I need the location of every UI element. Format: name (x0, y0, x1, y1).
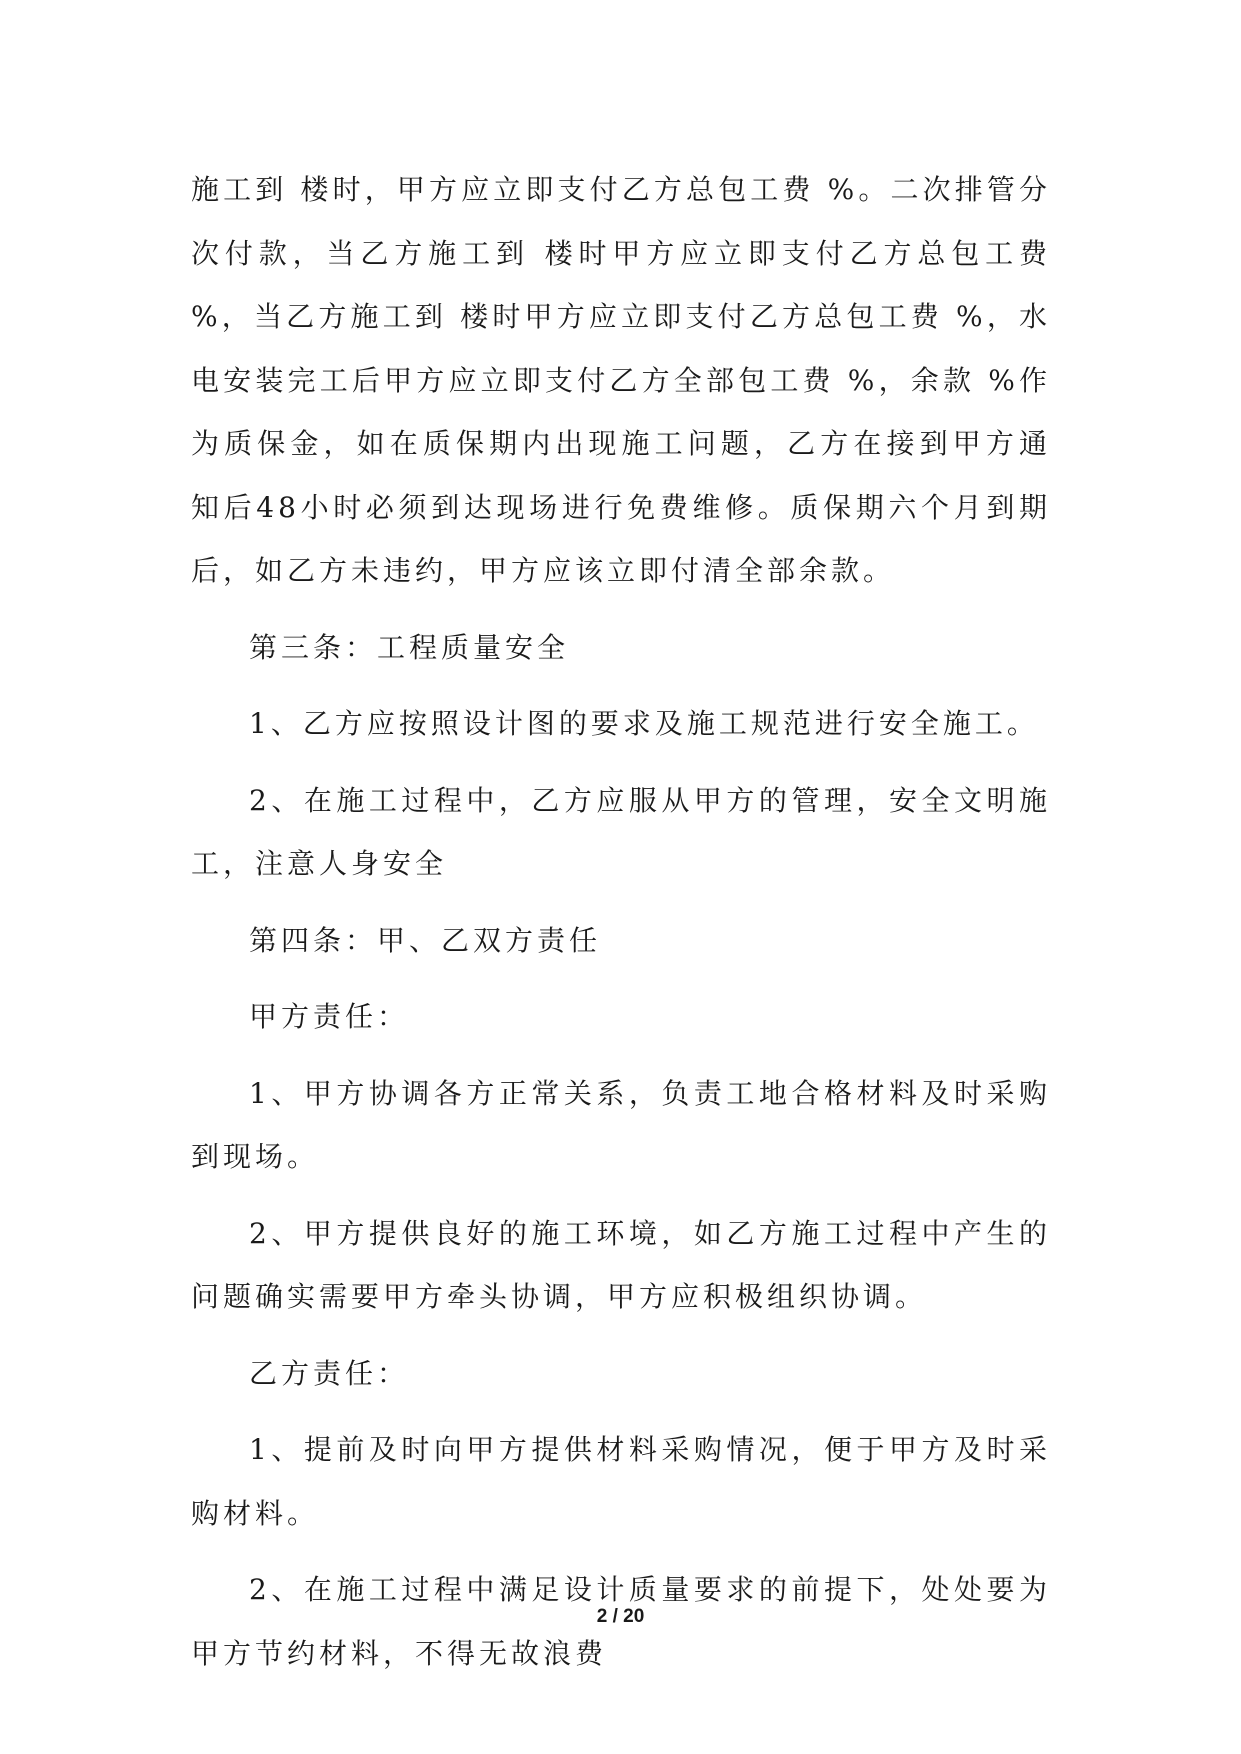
article-3-item-2: 2、在施工过程中，乙方应服从甲方的管理，安全文明施工，注意人身安全 (191, 783, 1051, 880)
party-b-item-1: 1、提前及时向甲方提供材料采购情况，便于甲方及时采购材料。 (191, 1433, 1051, 1530)
party-a-item-2: 2、甲方提供良好的施工环境，如乙方施工过程中产生的问题确实需要甲方牵头协调，甲方应积极组织协调。 (191, 1216, 1051, 1313)
paragraph-payment-continued: 施工到 楼时，甲方应立即支付乙方总包工费 %。二次排管分 次付款，当乙方施工到 楼时甲方应立即支付乙方总包工费 %，当乙方施工到 楼时甲方应立即支付乙方总包工费 %，水电安装完工后甲方应立即支付乙方全部包工费 %，余款 %作为质保金，如在质保期内出现施工问题，乙方在接到甲方通知后48小时必须到达现场进行免费维修。质保期六个月到期后，如乙方未违约，甲方应该立即付清全部余款。 (191, 173, 1064, 587)
party-a-item-1: 1、甲方协调各方正常关系，负责工地合格材料及时采购到现场。 (191, 1076, 1051, 1173)
article-3-item-1: 1、乙方应按照设计图的要求及施工规范进行安全施工。 (249, 707, 1039, 740)
article-3-heading: 第三条：工程质量安全 (249, 630, 570, 664)
party-b-heading: 乙方责任： (249, 1356, 410, 1390)
party-b-item-2: 2、在施工过程中满足设计质量要求的前提下，处处要为甲方节约材料，不得无故浪费 (191, 1573, 1051, 1670)
article-4-heading: 第四条：甲、乙双方责任 (249, 923, 602, 957)
page-number: 2 / 20 (596, 1606, 645, 1627)
party-a-heading: 甲方责任： (249, 1000, 410, 1033)
document-body (191, 158, 1064, 1685)
